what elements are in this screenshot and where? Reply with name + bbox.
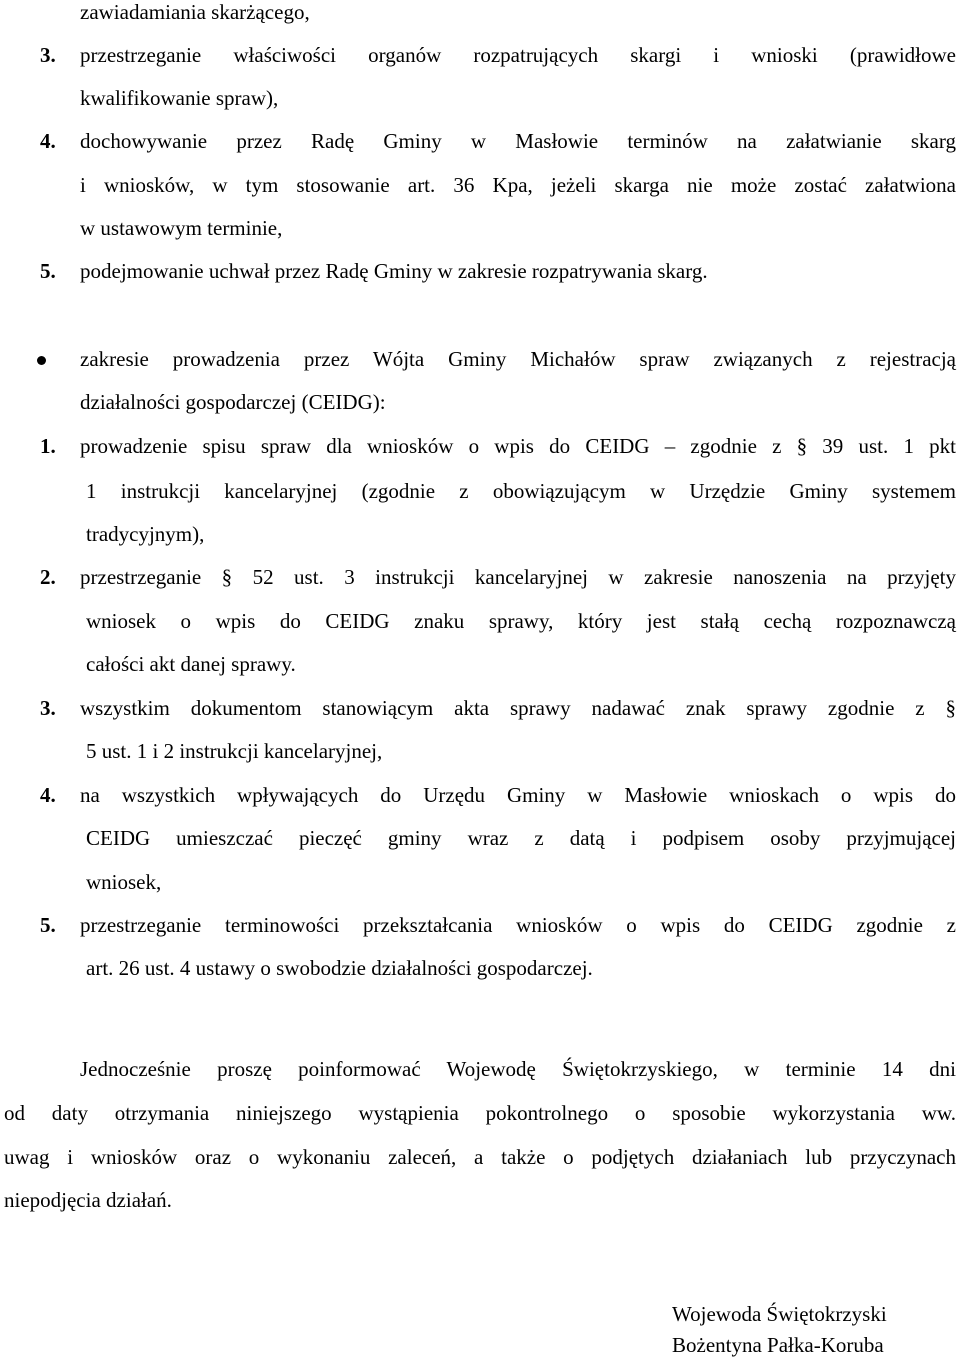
closing-line4: niepodjęcia działań. xyxy=(4,1188,172,1212)
section-b-item5-line2: art. 26 ust. 4 ustawy o swobodzie działalności gospodarczej. xyxy=(86,956,593,980)
list-a-item4-line2: i wniosków, w tym stosowanie art. 36 Kpa, jeżeli skarga nie może zostać załatwiona xyxy=(80,173,956,197)
section-b-item3-number: 3. xyxy=(40,696,56,720)
section-b-item2-number: 2. xyxy=(40,565,56,589)
section-b-item4-line2: CEIDG umieszczać pieczęć gminy wraz z datą i podpisem osoby przyjmującej xyxy=(86,826,956,850)
list-a-item4-line3: w ustawowym terminie, xyxy=(80,216,283,240)
section-b-item1-line2: 1 instrukcji kancelaryjnej (zgodnie z obowiązującym w Urzędzie Gminy systemem xyxy=(86,479,956,503)
list-a-item4-line1: dochowywanie przez Radę Gminy w Masłowie terminów na załatwianie skarg xyxy=(80,129,956,153)
signature-name: Bożentyna Pałka-Koruba xyxy=(672,1333,884,1357)
section-b-item2-line2: wniosek o wpis do CEIDG znaku sprawy, który jest stałą cechą rozpoznawczą xyxy=(86,609,956,633)
list-a-item3-line2: kwalifikowanie spraw), xyxy=(80,86,279,110)
section-b-item2-line3: całości akt danej sprawy. xyxy=(86,652,296,676)
section-b-item4-line1: na wszystkich wpływających do Urzędu Gminy w Masłowie wnioskach o wpis do xyxy=(80,783,956,807)
section-b-item1-line3: tradycyjnym), xyxy=(86,522,205,546)
list-a-item5-line1: podejmowanie uchwał przez Radę Gminy w zakresie rozpatrywania skarg. xyxy=(80,259,708,283)
list-a-item3-line1: przestrzeganie właściwości organów rozpatrujących skargi i wnioski (prawidłowe xyxy=(80,43,956,67)
section-b-item4-line3: wniosek, xyxy=(86,870,162,894)
section-b-item3-line1: wszystkim dokumentom stanowiącym akta sprawy nadawać znak sprawy zgodnie z § xyxy=(80,696,956,720)
section-b-item1-line1: prowadzenie spisu spraw dla wniosków o wpis do CEIDG – zgodnie z § 39 ust. 1 pkt xyxy=(80,434,956,458)
section-b-item4-number: 4. xyxy=(40,783,56,807)
section-b-item2-line1: przestrzeganie § 52 ust. 3 instrukcji kancelaryjnej w zakresie nanoszenia na przyjęty xyxy=(80,565,956,589)
section-b-item1-number: 1. xyxy=(40,434,56,458)
list-a-item4-number: 4. xyxy=(40,129,56,153)
section-b-item3-line2: 5 ust. 1 i 2 instrukcji kancelaryjnej, xyxy=(86,739,383,763)
list-a-line-0: zawiadamiania skarżącego, xyxy=(80,0,310,24)
closing-line3: uwag i wniosków oraz o wykonaniu zaleceń, a także o podjętych działaniach lub przyczynach xyxy=(4,1145,956,1169)
list-a-item5-number: 5. xyxy=(40,259,56,283)
list-a-item3-number: 3. xyxy=(40,43,56,67)
section-b-item5-number: 5. xyxy=(40,913,56,937)
bullet-icon xyxy=(37,356,46,365)
signature-title: Wojewoda Świętokrzyski xyxy=(672,1302,887,1326)
closing-line1: Jednocześnie proszę poinformować Wojewodę Świętokrzyskiego, w terminie 14 dni xyxy=(80,1057,956,1081)
section-b-bullet-line1: zakresie prowadzenia przez Wójta Gminy Michałów spraw związanych z rejestracją xyxy=(80,347,956,371)
closing-line2: od daty otrzymania niniejszego wystąpienia pokontrolnego o sposobie wykorzystania ww. xyxy=(4,1101,956,1125)
section-b-item5-line1: przestrzeganie terminowości przekształcania wniosków o wpis do CEIDG zgodnie z xyxy=(80,913,956,937)
section-b-bullet-line2: działalności gospodarczej (CEIDG): xyxy=(80,390,386,414)
